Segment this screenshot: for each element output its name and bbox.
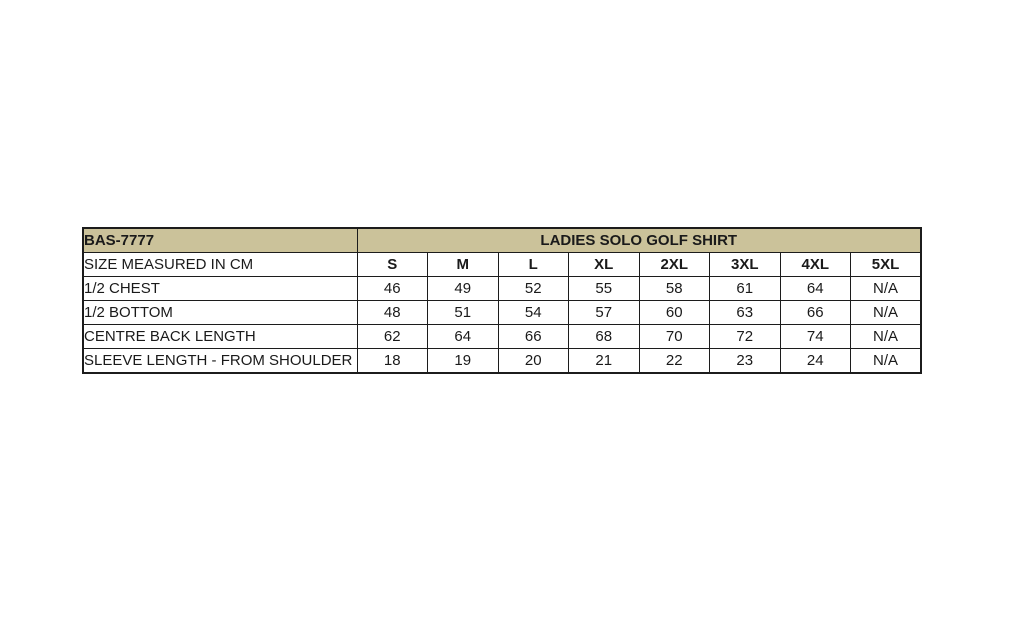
cell-value: 48 [357,301,428,325]
cell-value: N/A [851,277,922,301]
size-header-3xl: 3XL [710,253,781,277]
cell-value: 54 [498,301,569,325]
cell-value: 74 [780,325,851,349]
cell-value: N/A [851,301,922,325]
cell-value: 60 [639,301,710,325]
size-header-4xl: 4XL [780,253,851,277]
cell-value: 51 [428,301,499,325]
cell-value: 62 [357,325,428,349]
table-row-half-chest [83,277,921,301]
cell-value: 72 [710,325,781,349]
cell-value: 66 [780,301,851,325]
cell-value: N/A [851,349,922,374]
table-row-centre-back-length [83,325,921,349]
cell-value: 52 [498,277,569,301]
size-chart-table [82,227,922,374]
cell-value: 21 [569,349,640,374]
cell-value: 58 [639,277,710,301]
row-label: 1/2 CHEST [83,277,357,301]
table-row-sleeve-length [83,349,921,374]
table-row-half-bottom [83,301,921,325]
cell-value: 63 [710,301,781,325]
cell-value: N/A [851,325,922,349]
cell-value: 18 [357,349,428,374]
size-header-2xl: 2XL [639,253,710,277]
cell-value: 70 [639,325,710,349]
cell-value: 20 [498,349,569,374]
size-header-s: S [357,253,428,277]
measure-unit-label: SIZE MEASURED IN CM [83,253,357,277]
cell-value: 66 [498,325,569,349]
row-label: CENTRE BACK LENGTH [83,325,357,349]
cell-value: 64 [428,325,499,349]
size-header-xl: XL [569,253,640,277]
cell-value: 24 [780,349,851,374]
cell-value: 46 [357,277,428,301]
product-code: BAS-7777 [83,228,357,253]
size-header-m: M [428,253,499,277]
size-header-l: L [498,253,569,277]
cell-value: 22 [639,349,710,374]
cell-value: 19 [428,349,499,374]
table-title: LADIES SOLO GOLF SHIRT [357,228,921,253]
cell-value: 49 [428,277,499,301]
cell-value: 57 [569,301,640,325]
cell-value: 23 [710,349,781,374]
size-header-5xl: 5XL [851,253,922,277]
cell-value: 61 [710,277,781,301]
table-title-row [83,228,921,253]
cell-value: 55 [569,277,640,301]
row-label: 1/2 BOTTOM [83,301,357,325]
size-header-row [83,253,921,277]
row-label: SLEEVE LENGTH - FROM SHOULDER [83,349,357,374]
cell-value: 68 [569,325,640,349]
cell-value: 64 [780,277,851,301]
